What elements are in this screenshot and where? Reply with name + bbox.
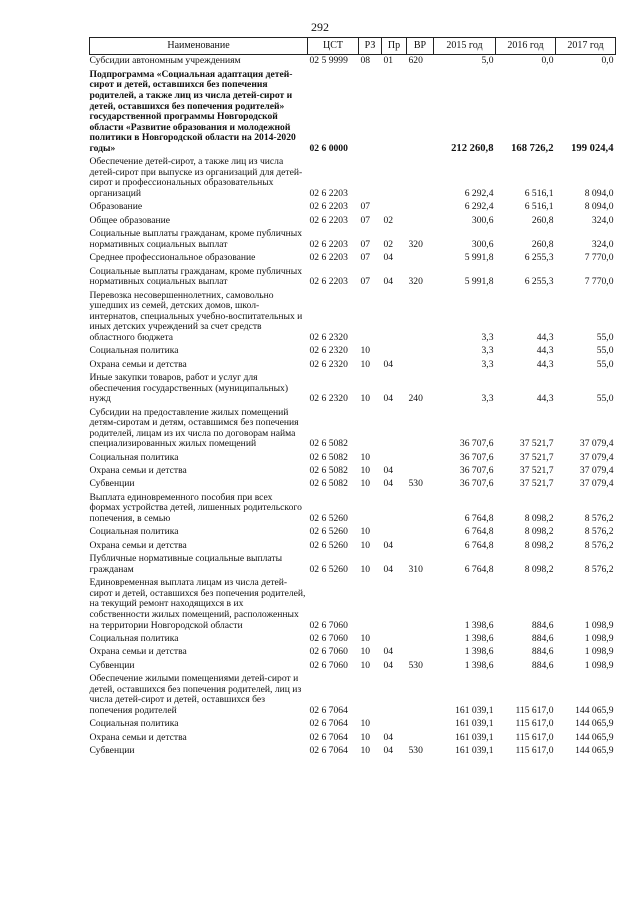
- row-pr: 04: [383, 646, 394, 658]
- row-vr: [407, 358, 434, 371]
- row-value-2016: 8 098,2: [524, 513, 554, 525]
- table-row: [90, 718, 616, 731]
- row-pr: 04: [383, 252, 394, 264]
- row-vr: [407, 406, 434, 451]
- row-value-2015: 36 707,6: [459, 478, 494, 490]
- row-vr: 530: [408, 659, 423, 671]
- row-pr: [382, 406, 407, 451]
- row-vr: [407, 201, 434, 214]
- row-value-2015: 1 398,6: [464, 659, 494, 671]
- row-rz: 10: [360, 563, 371, 575]
- row-cst: 02 6 5260: [309, 563, 348, 575]
- row-cst: 02 6 2320: [309, 358, 348, 370]
- row-pr: [382, 201, 407, 214]
- table-row: [90, 491, 616, 526]
- table-row: [90, 358, 616, 371]
- row-rz: [359, 406, 382, 451]
- header-rz: РЗ: [359, 38, 382, 55]
- row-value-2016: 37 521,7: [519, 438, 554, 450]
- row-value-2016: 44,3: [536, 358, 554, 370]
- table-row: [90, 526, 616, 539]
- row-pr: 04: [383, 744, 394, 756]
- row-cst: 02 6 2203: [309, 276, 348, 288]
- row-value-2015: 36 707,6: [459, 451, 494, 463]
- table-header-row: [90, 38, 616, 55]
- row-pr: 04: [383, 276, 394, 288]
- row-value-2015: 1 398,6: [464, 619, 494, 631]
- row-value-2016: 884,6: [531, 632, 554, 644]
- row-cst: 02 6 5260: [309, 513, 348, 525]
- row-value-2016: 44,3: [536, 345, 554, 357]
- row-pr: [382, 673, 407, 718]
- row-vr: [407, 646, 434, 659]
- row-vr: 530: [408, 478, 423, 490]
- row-value-2016: 37 521,7: [519, 478, 554, 490]
- row-name: Социальные выплаты гражданам, кроме публичных нормативных социальных выплат: [89, 228, 303, 250]
- row-value-2016: 884,6: [531, 619, 554, 631]
- row-pr: 04: [383, 731, 394, 743]
- row-value-2017: 1 098,9: [584, 646, 614, 658]
- row-pr: 01: [383, 55, 394, 67]
- row-value-2015: 3,3: [481, 331, 494, 343]
- row-value-2016: 6 516,1: [524, 201, 554, 213]
- row-value-2015: 6 764,8: [464, 513, 494, 525]
- row-vr: 320: [408, 238, 423, 250]
- row-pr: 04: [383, 659, 394, 671]
- row-cst: 02 6 7060: [309, 619, 348, 631]
- row-name: Субсидии на предоставление жилых помещений детям-сиротам и детям, оставшимся без попечения родителей, лицам из их числа по договорам найма специализированных жилых помещений: [89, 406, 299, 450]
- row-vr: 310: [408, 563, 423, 575]
- row-rz: 07: [360, 276, 371, 288]
- row-pr: 04: [383, 478, 394, 490]
- row-value-2015: 5,0: [481, 55, 494, 67]
- row-pr: [382, 526, 407, 539]
- row-value-2015: 6 764,8: [464, 526, 494, 538]
- table-row: [90, 539, 616, 552]
- row-name: Социальная политика: [89, 718, 179, 730]
- row-rz: [359, 156, 382, 201]
- header-name: Наименование: [90, 38, 308, 55]
- row-name: Охрана семьи и детства: [89, 465, 187, 477]
- table-row: [90, 553, 616, 577]
- row-value-2016: 260,8: [531, 238, 554, 250]
- row-name: Иные закупки товаров, работ и услуг для обеспечения государственных (муниципальных) нужд: [89, 372, 289, 405]
- table-row: [90, 345, 616, 358]
- row-pr: 04: [383, 465, 394, 477]
- row-vr: [407, 731, 434, 744]
- row-cst: 02 6 2203: [309, 252, 348, 264]
- row-vr: [407, 68, 434, 156]
- row-value-2017: 8 576,2: [584, 513, 614, 525]
- row-name: Субвенции: [89, 659, 135, 671]
- row-name: Обеспечение детей-сирот, а также лиц из числа детей-сирот при выпуске из организаций для детей-сирот и профессиональных образовательных организаций: [89, 156, 303, 200]
- row-rz: 10: [360, 465, 371, 477]
- row-vr: [407, 491, 434, 526]
- row-value-2017: 37 079,4: [579, 465, 614, 477]
- row-value-2017: 1 098,9: [584, 619, 614, 631]
- row-value-2017: 0,0: [601, 55, 614, 67]
- row-rz: 07: [360, 252, 371, 264]
- header-pr: Пр: [382, 38, 407, 55]
- row-value-2017: 144 065,9: [575, 744, 614, 756]
- row-value-2017: 7 770,0: [584, 252, 614, 264]
- table-row: [90, 228, 616, 252]
- row-vr: [407, 156, 434, 201]
- row-value-2015: 6 292,4: [464, 201, 494, 213]
- row-pr: 02: [383, 238, 394, 250]
- row-rz: 10: [360, 478, 371, 490]
- row-value-2016: 6 255,3: [524, 252, 554, 264]
- row-vr: [407, 451, 434, 464]
- row-value-2015: 36 707,6: [459, 438, 494, 450]
- row-value-2017: 8 094,0: [584, 201, 614, 213]
- row-rz: 10: [360, 659, 371, 671]
- row-cst: 02 6 7064: [309, 731, 348, 743]
- row-value-2017: 8 094,0: [584, 188, 614, 200]
- row-value-2017: 199 024,4: [571, 142, 614, 154]
- row-name: Субвенции: [89, 744, 135, 756]
- row-rz: 07: [360, 214, 371, 226]
- row-value-2017: 55,0: [596, 393, 614, 405]
- row-value-2015: 6 764,8: [464, 539, 494, 551]
- row-value-2015: 3,3: [481, 345, 494, 357]
- row-pr: [382, 451, 407, 464]
- page-number: 292: [311, 20, 329, 34]
- row-rz: 10: [360, 451, 371, 463]
- row-name: Охрана семьи и детства: [89, 731, 187, 743]
- table-row: [90, 659, 616, 672]
- row-value-2016: 8 098,2: [524, 526, 554, 538]
- row-rz: 10: [360, 646, 371, 658]
- row-cst: 02 6 0000: [309, 142, 348, 154]
- row-vr: 320: [408, 276, 423, 288]
- row-name: Социальные выплаты гражданам, кроме публичных нормативных социальных выплат: [89, 265, 303, 288]
- row-rz: [359, 673, 382, 718]
- row-rz: 07: [360, 238, 371, 250]
- row-pr: [382, 68, 407, 156]
- row-rz: 10: [360, 744, 371, 756]
- row-value-2016: 884,6: [531, 659, 554, 671]
- row-rz: 10: [360, 539, 371, 551]
- row-cst: 02 6 5082: [309, 451, 348, 463]
- row-vr: [407, 539, 434, 552]
- row-rz: 08: [360, 55, 371, 67]
- row-name: Обеспечение жилыми помещениями детей-сирот и детей, оставшихся без попечения родителей, лиц из числа детей-сирот и детей, оставшихся без попечения родителей: [89, 673, 302, 716]
- row-value-2015: 300,6: [471, 238, 494, 250]
- row-rz: [359, 577, 382, 633]
- row-cst: 02 6 7064: [309, 704, 348, 716]
- row-value-2016: 115 617,0: [515, 704, 554, 716]
- row-name: Субсидии автономным учреждениям: [89, 55, 241, 67]
- row-name: Субвенции: [89, 478, 135, 490]
- row-value-2016: 115 617,0: [515, 744, 554, 756]
- table-row: [90, 406, 616, 451]
- row-vr: [407, 289, 434, 345]
- table-row: [90, 265, 616, 289]
- row-pr: [382, 577, 407, 633]
- row-name: Среднее профессиональное образование: [89, 252, 256, 264]
- row-value-2017: 37 079,4: [579, 438, 614, 450]
- row-vr: [407, 252, 434, 265]
- row-value-2017: 8 576,2: [584, 526, 614, 538]
- table-row: [90, 68, 616, 156]
- row-rz: 10: [360, 731, 371, 743]
- row-rz: [359, 289, 382, 345]
- row-value-2017: 55,0: [596, 358, 614, 370]
- row-name: Перевозка несовершеннолетних, самовольно ушедших из семей, детских домов, школ-интернатов, специальных учебно-воспитательных и иных детских учреждений за счет средств областного бюджета: [89, 289, 303, 343]
- row-vr: [407, 718, 434, 731]
- header-2017: 2017 год: [556, 38, 616, 55]
- row-name: Социальная политика: [89, 345, 179, 357]
- row-rz: [359, 68, 382, 156]
- row-pr: [382, 156, 407, 201]
- row-value-2016: 115 617,0: [515, 731, 554, 743]
- table-row: [90, 214, 616, 227]
- table-row: [90, 289, 616, 345]
- row-name: Охрана семьи и детства: [89, 358, 187, 370]
- table-row: [90, 156, 616, 201]
- row-value-2016: 6 255,3: [524, 276, 554, 288]
- row-value-2017: 144 065,9: [575, 704, 614, 716]
- table-row: [90, 451, 616, 464]
- row-pr: [382, 718, 407, 731]
- table-row: [90, 646, 616, 659]
- row-cst: 02 6 7060: [309, 632, 348, 644]
- row-pr: [382, 491, 407, 526]
- row-cst: 02 6 5260: [309, 526, 348, 538]
- row-value-2015: 3,3: [481, 358, 494, 370]
- row-rz: 10: [360, 718, 371, 730]
- table-row: [90, 252, 616, 265]
- row-vr: 240: [408, 393, 423, 405]
- row-vr: [407, 526, 434, 539]
- row-value-2016: 37 521,7: [519, 451, 554, 463]
- row-value-2017: 8 576,2: [584, 539, 614, 551]
- row-value-2015: 161 039,1: [455, 718, 494, 730]
- row-value-2015: 6 292,4: [464, 188, 494, 200]
- row-cst: 02 6 5082: [309, 438, 348, 450]
- row-value-2015: 300,6: [471, 214, 494, 226]
- header-2016: 2016 год: [496, 38, 556, 55]
- row-cst: 02 6 7060: [309, 659, 348, 671]
- row-name: Социальная политика: [89, 451, 179, 463]
- row-value-2016: 8 098,2: [524, 563, 554, 575]
- row-value-2016: 884,6: [531, 646, 554, 658]
- row-value-2017: 7 770,0: [584, 276, 614, 288]
- row-cst: 02 6 2203: [309, 188, 348, 200]
- row-value-2017: 37 079,4: [579, 478, 614, 490]
- row-vr: [407, 673, 434, 718]
- row-value-2017: 1 098,9: [584, 632, 614, 644]
- row-value-2017: 144 065,9: [575, 731, 614, 743]
- row-value-2016: 260,8: [531, 214, 554, 226]
- row-cst: 02 6 2320: [309, 393, 348, 405]
- header-vr: ВР: [407, 38, 434, 55]
- row-value-2015: 161 039,1: [455, 744, 494, 756]
- row-value-2017: 324,0: [591, 238, 614, 250]
- row-rz: 10: [360, 345, 371, 357]
- row-value-2016: 44,3: [536, 393, 554, 405]
- row-name: Подпрограмма «Социальная адаптация детей-сирот и детей, оставшихся без попечения родителей, а также лиц из числа детей-сирот и детей, оставшихся без попечения родителей» государственной программы Новгородской области «Развитие образования и молодежной политики в Новгородской области на 2014-2020 годы»: [89, 68, 296, 154]
- table-row: [90, 731, 616, 744]
- table-row: [90, 745, 616, 758]
- row-value-2017: 55,0: [596, 345, 614, 357]
- header-2015: 2015 год: [434, 38, 496, 55]
- row-value-2015: 5 991,8: [464, 276, 494, 288]
- row-vr: 530: [408, 744, 423, 756]
- row-rz: 10: [360, 632, 371, 644]
- row-pr: 02: [383, 214, 394, 226]
- row-value-2017: 37 079,4: [579, 451, 614, 463]
- row-value-2016: 44,3: [536, 331, 554, 343]
- row-vr: [407, 633, 434, 646]
- row-name: Единовременная выплата лицам из числа детей-сирот и детей, оставшихся без попечения родителей, на текущий ремонт находящихся в их собственности жилых помещений, расположенных на территории Новгородской области: [89, 577, 306, 631]
- row-value-2017: 55,0: [596, 331, 614, 343]
- row-name: Социальная политика: [89, 526, 179, 538]
- row-name: Образование: [89, 201, 143, 213]
- table-row: [90, 673, 616, 718]
- row-value-2015: 1 398,6: [464, 632, 494, 644]
- row-value-2015: 161 039,1: [455, 731, 494, 743]
- row-value-2015: 36 707,6: [459, 465, 494, 477]
- row-pr: [382, 633, 407, 646]
- row-vr: [407, 577, 434, 633]
- row-pr: [382, 345, 407, 358]
- row-cst: 02 6 5260: [309, 539, 348, 551]
- table-row: [90, 201, 616, 214]
- row-vr: [407, 214, 434, 227]
- row-vr: [407, 345, 434, 358]
- table-row: [90, 55, 616, 69]
- row-name: Публичные нормативные социальные выплаты гражданам: [89, 553, 283, 575]
- row-value-2017: 1 098,9: [584, 659, 614, 671]
- row-value-2015: 6 764,8: [464, 563, 494, 575]
- row-value-2015: 1 398,6: [464, 646, 494, 658]
- table-body: [90, 55, 616, 758]
- row-value-2016: 8 098,2: [524, 539, 554, 551]
- budget-table: [89, 37, 616, 758]
- row-name: Общее образование: [89, 214, 171, 226]
- row-name: Охрана семьи и детства: [89, 646, 187, 658]
- row-cst: 02 5 9999: [309, 55, 348, 67]
- row-cst: 02 6 5082: [309, 465, 348, 477]
- row-cst: 02 6 7060: [309, 646, 348, 658]
- row-value-2016: 115 617,0: [515, 718, 554, 730]
- row-value-2015: 212 260,8: [451, 142, 494, 154]
- row-value-2017: 324,0: [591, 214, 614, 226]
- row-cst: 02 6 2203: [309, 214, 348, 226]
- row-vr: [407, 465, 434, 478]
- row-name: Выплата единовременного пособия при всех формах устройства детей, лишенных родительского попечения, в семью: [89, 491, 302, 525]
- header-cst: ЦСТ: [308, 38, 359, 55]
- row-value-2016: 6 516,1: [524, 188, 554, 200]
- row-name: Охрана семьи и детства: [89, 539, 187, 551]
- row-pr: [382, 289, 407, 345]
- row-value-2015: 3,3: [481, 393, 494, 405]
- table-row: [90, 372, 616, 407]
- table-row: [90, 465, 616, 478]
- row-pr: 04: [383, 563, 394, 575]
- table-row: [90, 478, 616, 491]
- row-cst: 02 6 2203: [309, 238, 348, 250]
- row-vr: 620: [408, 55, 423, 67]
- row-cst: 02 6 2320: [309, 345, 348, 357]
- row-value-2016: 0,0: [541, 55, 554, 67]
- row-pr: 04: [383, 539, 394, 551]
- row-rz: [359, 491, 382, 526]
- row-pr: 04: [383, 358, 394, 370]
- row-cst: 02 6 2320: [309, 331, 348, 343]
- row-value-2015: 5 991,8: [464, 252, 494, 264]
- table-row: [90, 633, 616, 646]
- row-cst: 02 6 2203: [309, 201, 348, 213]
- row-name: Социальная политика: [89, 632, 179, 644]
- table-row: [90, 577, 616, 633]
- row-cst: 02 6 7064: [309, 744, 348, 756]
- row-rz: 07: [360, 201, 371, 213]
- row-cst: 02 6 7064: [309, 718, 348, 730]
- row-rz: 10: [360, 358, 371, 370]
- row-value-2017: 8 576,2: [584, 563, 614, 575]
- row-value-2016: 37 521,7: [519, 465, 554, 477]
- row-cst: 02 6 5082: [309, 478, 348, 490]
- row-pr: 04: [383, 393, 394, 405]
- row-rz: 10: [360, 526, 371, 538]
- row-value-2017: 144 065,9: [575, 718, 614, 730]
- row-value-2015: 161 039,1: [455, 704, 494, 716]
- row-value-2016: 168 726,2: [511, 142, 554, 154]
- row-rz: 10: [360, 393, 371, 405]
